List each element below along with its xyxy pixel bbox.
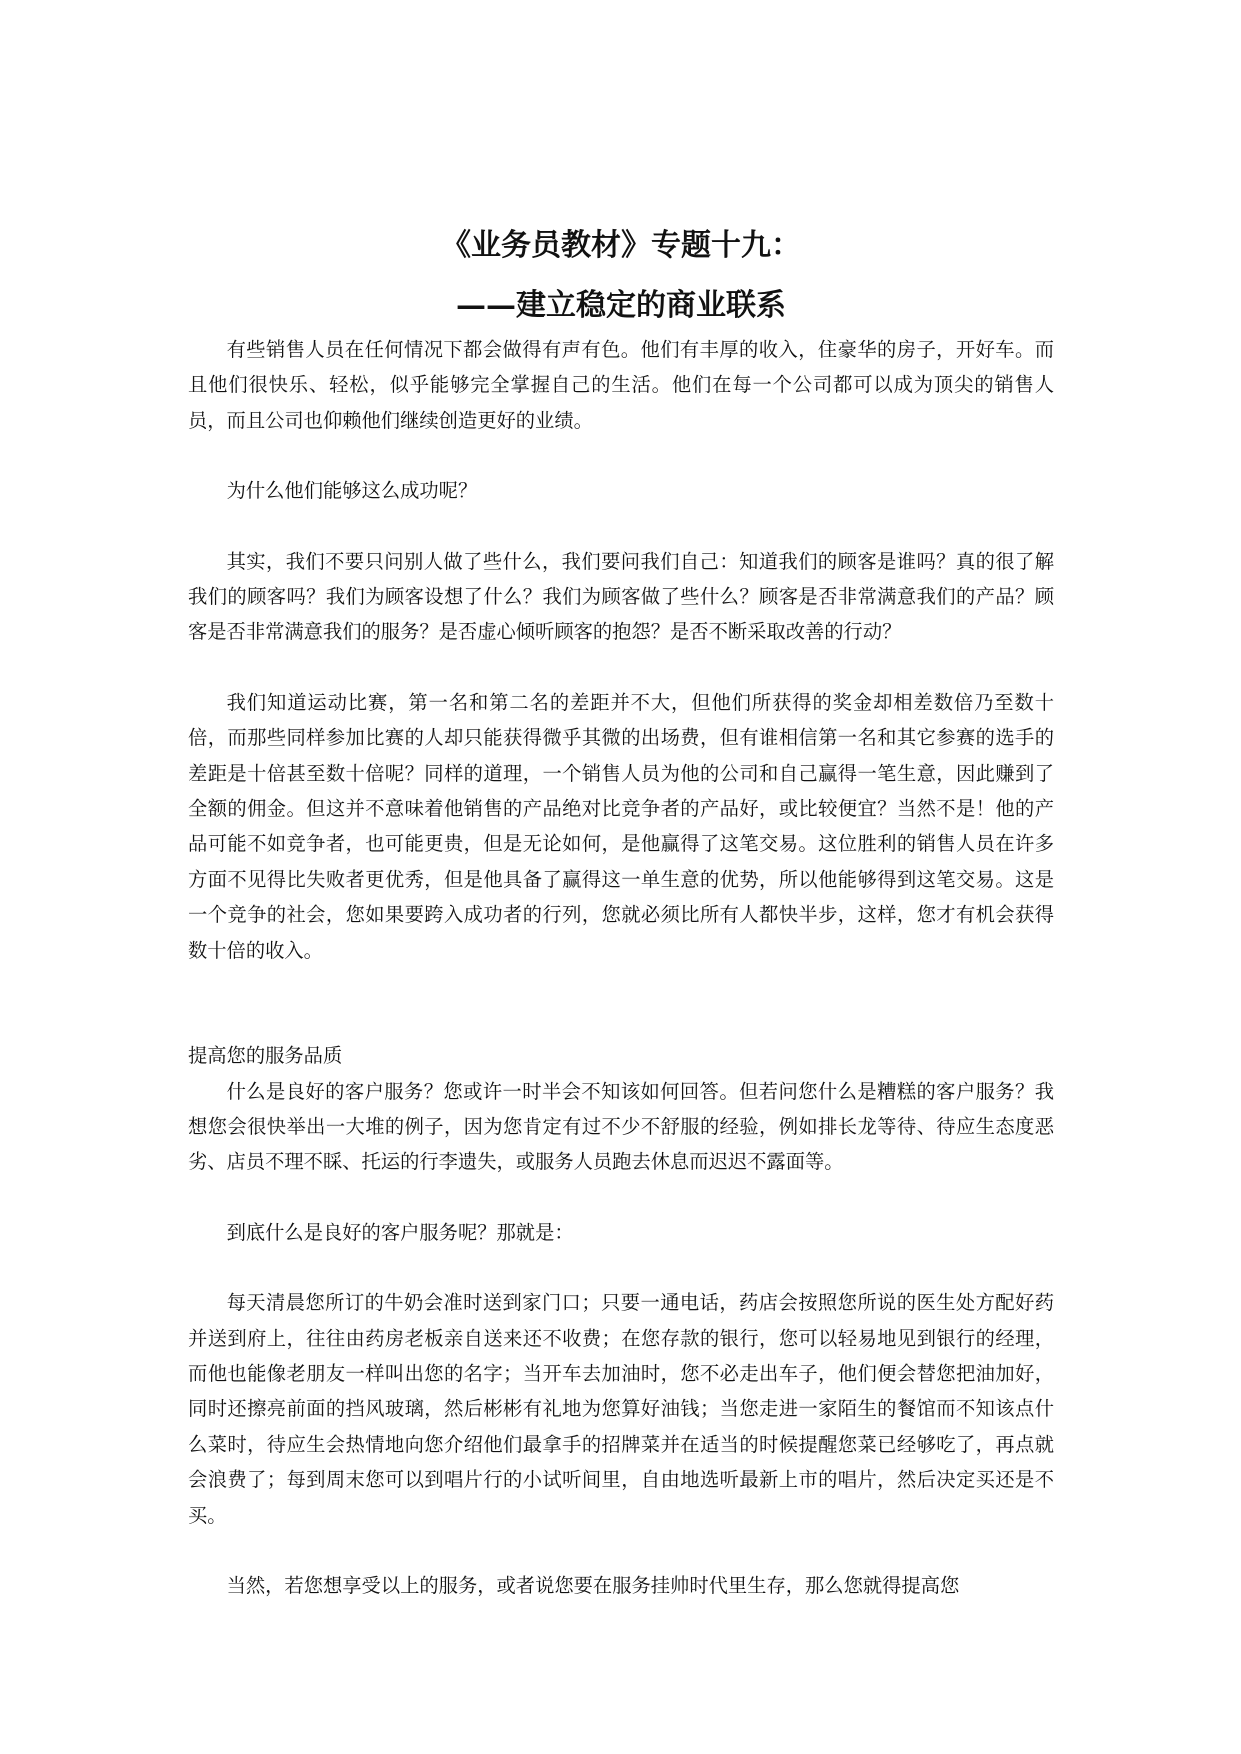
document-subtitle: ——建立稳定的商业联系 bbox=[456, 288, 786, 323]
paragraph-2: 为什么他们能够这么成功呢？ bbox=[226, 479, 478, 503]
paragraph-7: 每天清晨您所订的牛奶会准时送到家门口；只要一通电话，药店会按照您所说的医生处方配好药并送到府上，往往由药房老板亲自送来还不收费；在您存款的银行，您可以轻易地见到银行的经理，而他也能像老朋友一样叫出您的名字；当开车去加油时，您不必走出车子，他们便会替您把油加好，同时还擦亮前面的挡风玻璃，然后彬彬有礼地为您算好油钱；当您走进一家陌生的餐馆而不知该点什么菜时，待应生会热情地向您介绍他们最拿手的招牌菜并在适当的时候提醒您菜已经够吃了，再点就会浪费了；每到周末您可以到唱片行的小试听间里，自由地选听最新上市的唱片，然后决定买还是不买。 bbox=[188, 1291, 1054, 1527]
paragraph-6: 到底什么是良好的客户服务呢？那就是： bbox=[226, 1220, 574, 1244]
document-title: 《业务员教材》专题十九： bbox=[441, 228, 801, 263]
document-body bbox=[188, 226, 1054, 1603]
paragraph-4: 我们知道运动比赛，第一名和第二名的差距并不大，但他们所获得的奖金却相差数倍乃至数十倍，而那些同样参加比赛的人却只能获得微乎其微的出场费，但有谁相信第一名和其它参赛的选手的差距是十倍甚至数十倍呢？同样的道理，一个销售人员为他的公司和自己赢得一笔生意，因此赚到了全额的佣金。但这并不意味着他销售的产品绝对比竞争者的产品好，或比较便宜？当然不是！他的产品可能不如竞争者，也可能更贵，但是无论如何，是他赢得了这笔交易。这位胜利的销售人员在许多方面不见得比失败者更优秀，但是他具备了赢得这一单生意的优势，所以他能够得到这笔交易。这是一个竞争的社会，您如果要跨入成功者的行列，您就必须比所有人都快半步，这样，您才有机会获得数十倍的收入。 bbox=[188, 690, 1054, 962]
paragraph-8: 当然，若您想享受以上的服务，或者说您要在服务挂帅时代里生存，那么您就得提高您 bbox=[226, 1573, 960, 1597]
paragraph-3: 其实，我们不要只问别人做了些什么，我们要问我们自己：知道我们的顾客是谁吗？真的很了解我们的顾客吗？我们为顾客设想了什么？我们为顾客做了些什么？顾客是否非常满意我们的产品？顾客是否非常满意我们的服务？是否虚心倾听顾客的抱怨？是否不断采取改善的行动？ bbox=[188, 549, 1054, 644]
paragraph-1: 有些销售人员在任何情况下都会做得有声有色。他们有丰厚的收入，住豪华的房子，开好车。而且他们很快乐、轻松，似乎能够完全掌握自己的生活。他们在每一个公司都可以成为顶尖的销售人员，而且公司也仰赖他们继续创造更好的业绩。 bbox=[188, 338, 1054, 432]
paragraph-5: 什么是良好的客户服务？您或许一时半会不知该如何回答。但若问您什么是糟糕的客户服务？我想您会很快举出一大堆的例子，因为您肯定有过不少不舒服的经验，例如排长龙等待、待应生态度恶劣、店员不理不睬、托运的行李遗失，或服务人员跑去休息而迟迟不露面等。 bbox=[188, 1079, 1054, 1174]
section-heading: 提高您的服务品质 bbox=[188, 1044, 343, 1068]
